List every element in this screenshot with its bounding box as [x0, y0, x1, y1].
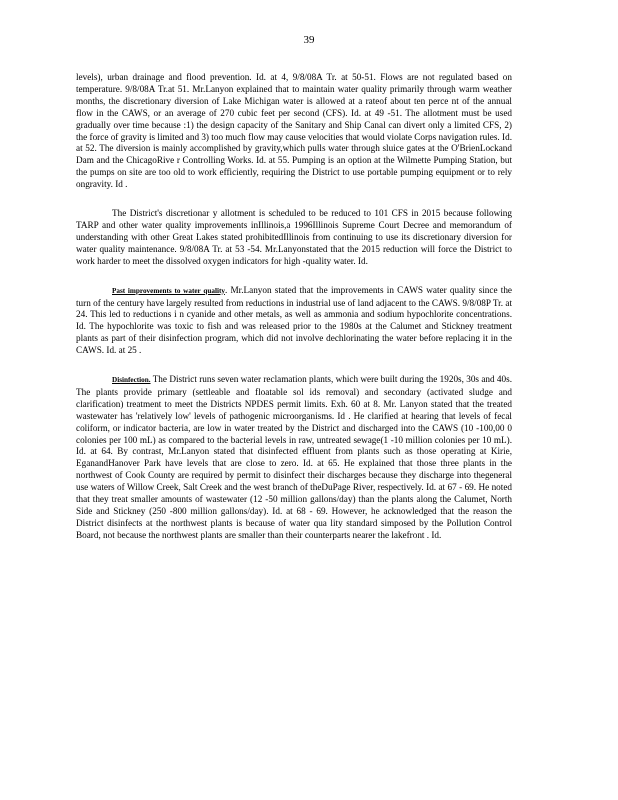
paragraph-flows: levels), urban drainage and flood prevention. Id. at 4, 9/8/08A Tr. at 50-51. Flows are not regulated based on temperature. 9/8/08A Tr.at 51. Mr.Lanyon explained that to maintain water quality primarily through warm weather months, the discretionary diversion of Lake Michigan water is allowed at a rateof about ten perce nt of the annual flow in the CAWS, or an average of 270 cubic feet per second (CFS). Id. at 49 -51. The allotment must be used gradually over time because :1) the design capacity of the Sanitary and Ship Canal can divert only a limited CFS, 2) the force of gravity is limited and 3) too much flow may cause velocities that would violate Corps navigation rules. Id. at 52. The diversion is mainly accomplished by gravity,which pulls water through sluice gates at the O'BrienLockand Dam and the ChicagoRive r Controlling Works. Id. at 55. Pumping is an option at the Wilmette Pumping Station, but the pumps on site are too old to work efficiently, requiring the District to use portable pumping equipment or to rely ongravity. Id .	[76, 72, 512, 190]
paragraph-text: The District runs seven water reclamation plants, which were built during the 1920s, 30s and 40s. The plants provide primary (settleable and floatable sol ids removal) and secondary (activated sludge and clarification) treatment to meet the Districts NPDES permit limits. Exh. 60 at 8. Mr. Lanyon stated that the treated wastewater has 'relatively low' levels of pathogenic microorganisms. Id . He clarified at hearing that levels of fecal coliform, or indicator bacteria, are low in water treated by the District and discharged into the CAWS (10 -100,00 0 colonies per 100 mL) as compared to the bacterial levels in raw, untreated sewage(1 -10 million colonies per 10 mL). Id. at 64. By contrast, Mr.Lanyon stated that disinfected effluent from plants such as those operating at Kirie, EganandHanover Park have levels that are close to zero. Id. at 65. He explained that those three plants in the northwest of Cook County are required by permit to disinfect their discharges because they discharge into thegeneral use waters of Willow Creek, Salt Creek and the west branch of theDuPage River, respectively. Id. at 67 - 69. He noted that they treat smaller amounts of wastewater (12 -50 million gallons/day) than the plants along the Calumet, North Side and Stickney (250 -800 million gallons/day). Id. at 68 - 69. However, he acknowledged that the reason the District disinfects at the northwest plants is because of water qua lity standard simposed by the Pollution Control Board, not because the northwest plants are smaller than their counterparts nearer the lakefront . Id.	[76, 374, 512, 540]
document-body	[76, 72, 512, 559]
section-heading-disinfection: Disinfection.	[112, 376, 151, 385]
page-number: 39	[303, 34, 315, 46]
paragraph-disinfection	[76, 374, 512, 542]
paragraph-allotment: The District's discretionar y allotment is scheduled to be reduced to 101 CFS in 2015 because following TARP and other water quality improvements inIllinois,a 1996Illinois Supreme Court Decree and memorandum of understanding with other Great Lakes stated prohibitedIllinois from continuing to use its discretionary diversion for water quality maintenance. 9/8/08A Tr. at 53 -54. Mr.Lanyonstated that the 2015 reduction will force the District to work harder to meet the dissolved oxygen indicators for high -quality water. Id.	[76, 208, 512, 266]
paragraph-text: . Mr.Lanyon stated that the improvements in CAWS water quality since the turn of the century have largely resulted from reductions in industrial use of land adjacent to the CAWS. 9/8/08P Tr. at 24. This led to reductions i n cyanide and other metals, as well as ammonia and sodium hypochlorite concentrations. Id. The hypochlorite was toxic to fish and was released prior to the 1980s at the Calumet and Stickney treatment plants as part of their disinfection program, which did not involve dechlorinating the water before replacing it in the CAWS. Id. at 25 .	[76, 284, 512, 356]
paragraph-past-improvements	[76, 285, 512, 357]
section-heading-past-improvements: Past improvements to water quality	[112, 286, 225, 295]
